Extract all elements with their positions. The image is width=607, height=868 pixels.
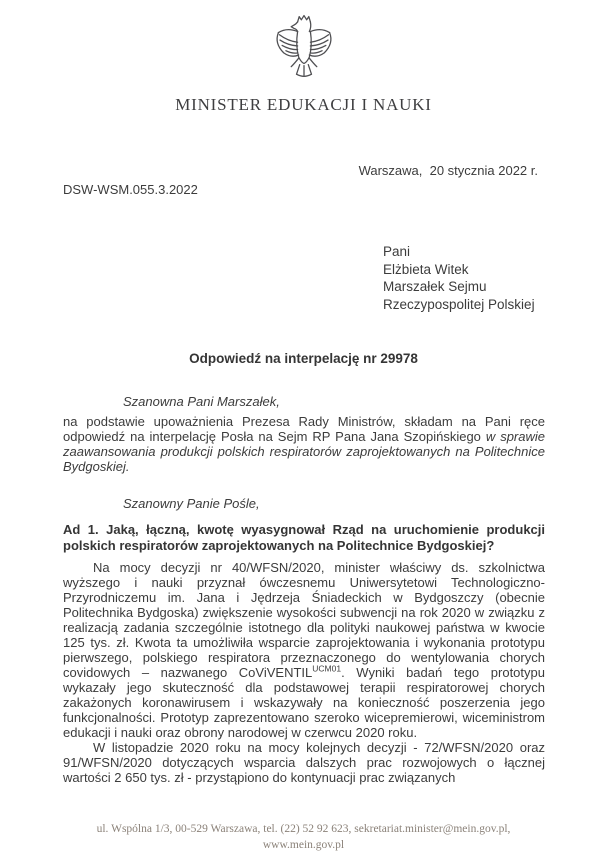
salutation-marszalek: Szanowna Pani Marszałek, bbox=[123, 394, 280, 409]
reference-number: DSW-WSM.055.3.2022 bbox=[63, 182, 198, 197]
answer-text-2: . Wyniki badań tego prototypu wykazały jego skuteczność dla podstawowej terapii respiratorowej chorych zakażonych koronawirusem i wskazywały na konieczność poszerzenia jego funkcjonalności. Prototyp zaprezentowano szeroko wicepremierowi, wiceministrom edukacji i nauki oraz obrony narodowej w czerwcu 2020 roku. bbox=[63, 665, 545, 740]
answer-paragraph-2: W listopadzie 2020 roku na mocy kolejnych decyzji - 72/WFSN/2020 oraz 91/WFSN/2020 dotyczących wsparcia dalszych prac rozwojowych o łącznej wartości 2 650 tys. zł - przystąpiono do kontynuacji prac związanych bbox=[63, 740, 545, 785]
addressee-line-title: Marszałek Sejmu bbox=[383, 279, 487, 294]
addressee-line-institution: Rzeczypospolitej Polskiej bbox=[383, 296, 535, 312]
subject-line: Odpowiedź na interpelację nr 29978 bbox=[189, 351, 418, 366]
polish-eagle-emblem-icon bbox=[272, 12, 336, 87]
intro-text: na podstawie upoważnienia Prezesa Rady Ministrów, składam na Pani ręce odpowiedź na interpelację Posła na Sejm RP Pana Jana Szopińskiego bbox=[63, 414, 545, 444]
letterhead-title: MINISTER EDUKACJI I NAUKI bbox=[175, 95, 432, 114]
question-1-heading: Ad 1. Jaką, łączną, kwotę wyasygnował Rząd na uruchomienie produkcji polskich respiratorów zaprojektowanych na Politechnice Bydgoskiej? bbox=[63, 522, 545, 553]
addressee-line-name: Elżbieta Witek bbox=[383, 261, 469, 277]
footer-website: www.mein.gov.pl bbox=[262, 838, 345, 851]
answer-paragraph-1 bbox=[63, 560, 545, 740]
answer-text-1: Na mocy decyzji nr 40/WFSN/2020, minister właściwy ds. szkolnictwa wyższego i nauki przyznał ówczesnemu Uniwersytetowi Technologiczno-Przyrodniczemu im. Jana i Jędrzeja Śniadeckich w Bydgoszczy (obecnie Politechnika Bydgoska) zwiększenie wysokości subwencji na rok 2020 w związku z realizacją zadania szczególnie istotnego dla polityki naukowej państwa w kwocie 125 tys. zł. Kwota ta umożliwiła wsparcie zaprojektowania i wykonania prototypu pierwszego, polskiego respiratora przeznaczonego do wentylowania chorych covidowych – nazwanego CoViVENTIL bbox=[63, 560, 545, 680]
letterhead bbox=[0, 12, 607, 115]
footer-contact bbox=[0, 822, 607, 853]
intro-paragraph bbox=[63, 414, 545, 474]
place-date: Warszawa, 20 stycznia 2022 r. bbox=[358, 163, 538, 178]
footer-address-line: ul. Wspólna 1/3, 00-529 Warszawa, tel. (22) 52 92 623, sekretariat.minister@mein.gov.pl, bbox=[96, 823, 511, 835]
interpellation-subject-text: w sprawie zaawansowania produkcji polskich respiratorów zaprojektowanych na Politechnice Bydgoskiej. bbox=[63, 429, 545, 474]
addressee-line-salutation: Pani bbox=[383, 244, 411, 259]
addressee-block bbox=[383, 243, 535, 313]
respirator-model-superscript: UCM01 bbox=[312, 663, 342, 674]
salutation-posel: Szanowny Panie Pośle, bbox=[123, 496, 260, 511]
letter-body bbox=[63, 394, 545, 785]
